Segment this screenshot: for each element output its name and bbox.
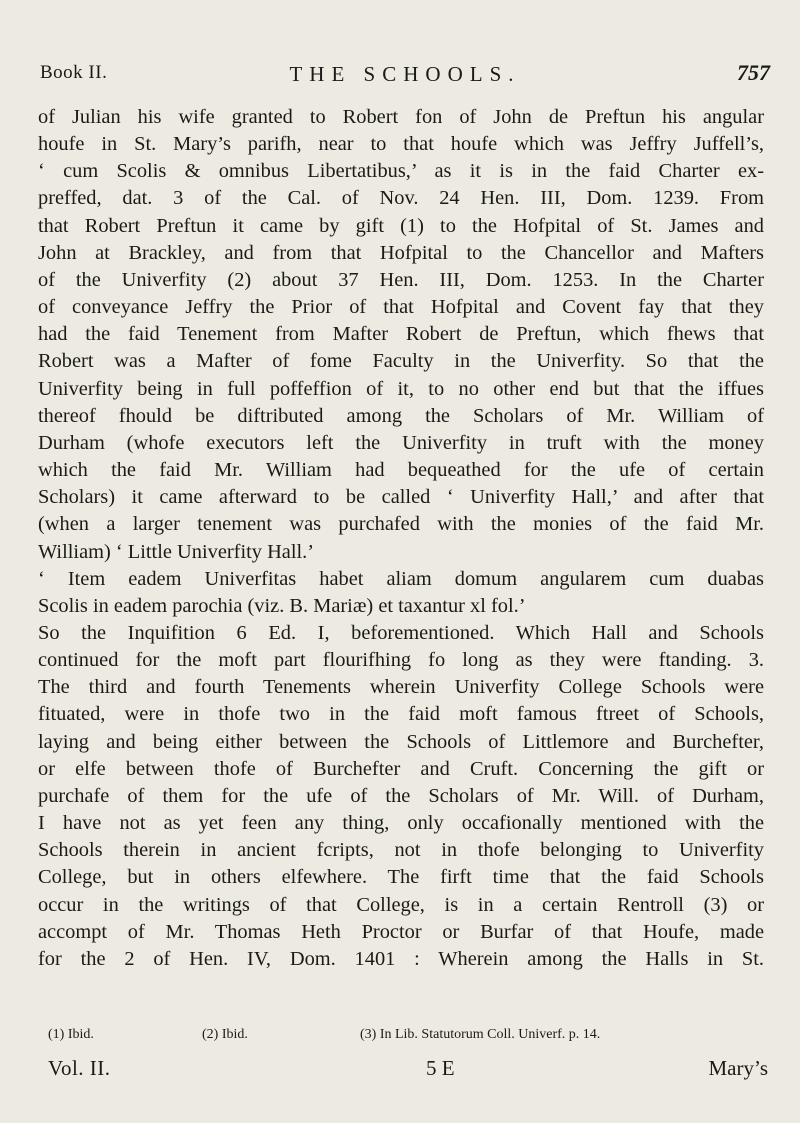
text-line: College, but in others elfewhere. The firft time that the faid Schools [38, 866, 764, 889]
text-line: Robert was a Mafter of fome Faculty in the Univerfity. So that the [38, 350, 764, 373]
text-line: Durham (whofe executors left the Univerfity in truft with the money [38, 431, 764, 454]
body-text [38, 104, 764, 973]
footnote-1: (1) Ibid. [48, 1027, 94, 1042]
text-line: preffed, dat. 3 of the Cal. of Nov. 24 Hen. III, Dom. 1239. From [38, 187, 764, 210]
text-line: The third and fourth Tenements wherein Univerfity College Schools were [38, 676, 764, 699]
text-line: thereof fhould be diftributed among the Scholars of Mr. William of [38, 404, 764, 427]
text-line: purchafe of them for the ufe of the Scholars of Mr. Will. of Durham, [38, 784, 764, 807]
text-line: of Julian his wife granted to Robert fon of John de Preftun his angular [38, 106, 764, 128]
text-line: of the Univerfity (2) about 37 Hen. III, Dom. 1253. In the Charter [38, 268, 764, 291]
text-line: that Robert Preftun it came by gift (1) to the Hofpital of St. James and [38, 214, 764, 237]
text-line: occur in the writings of that College, is in a certain Rentroll (3) or [38, 893, 764, 916]
text-line: (when a larger tenement was purchafed with the monies of the faid Mr. [38, 513, 764, 536]
footnote-3: (3) In Lib. Statutorum Coll. Univerf. p. 14. [360, 1027, 601, 1042]
running-header [40, 62, 770, 92]
text-line: laying and being either between the Schools of Littlemore and Burchefter, [38, 730, 764, 753]
page-footer [48, 1056, 768, 1086]
text-line: accompt of Mr. Thomas Heth Proctor or Burfar of that Houfe, made [38, 920, 764, 943]
signature-mark: 5 E [426, 1056, 455, 1080]
text-line: Scolis in eadem parochia (viz. B. Mariæ) et taxantur xl fol.’ [38, 594, 526, 617]
text-line: of conveyance Jeffry the Prior of that Hofpital and Covent fay that they [38, 296, 764, 319]
text-line: which the faid Mr. William had bequeathed for the ufe of certain [38, 459, 764, 482]
text-line: houfe in St. Mary’s parifh, near to that houfe which was Jeffry Juffell’s, [38, 133, 764, 156]
text-line: Univerfity being in full poffeffion of it, to no other end but that the iffues [38, 377, 764, 400]
text-line: Schools therein in ancient fcripts, not in thofe belonging to Univerfity [38, 839, 764, 862]
text-line: continued for the moft part flourifhing fo long as they were ftanding. 3. [38, 649, 764, 672]
text-line: I have not as yet feen any thing, only occafionally mentioned with the [38, 812, 764, 835]
running-title: THE SCHOOLS. [289, 62, 521, 86]
text-line: Scholars) it came afterward to be called ‘ Univerfity Hall,’ and after that [38, 486, 764, 509]
text-line: for the 2 of Hen. IV, Dom. 1401 : Wherein among the Halls in St. [38, 947, 764, 970]
catchword: Mary’s [708, 1056, 768, 1080]
text-line: So the Inquifition 6 Ed. I, beforementioned. Which Hall and Schools [38, 621, 764, 644]
text-line: fituated, were in thofe two in the faid moft famous ftreet of Schools, [38, 703, 764, 726]
text-line: ‘ Item eadem Univerfitas habet aliam domum angularem cum duabas [38, 567, 764, 590]
footnote-2: (2) Ibid. [202, 1027, 248, 1042]
volume-label: Vol. II. [48, 1056, 111, 1080]
page-number: 757 [737, 60, 770, 85]
text-line: or elfe between thofe of Burchefter and Cruft. Concerning the gift or [38, 757, 764, 780]
book-label: Book II. [40, 62, 108, 83]
text-line: William) ‘ Little Univerfity Hall.’ [38, 540, 315, 563]
text-line: had the faid Tenement from Mafter Robert de Preftun, which fhews that [38, 323, 764, 346]
text-line: ‘ cum Scolis & omnibus Libertatibus,’ as it is in the faid Charter ex- [38, 160, 764, 183]
text-line: John at Brackley, and from that Hofpital to the Chancellor and Mafters [38, 241, 764, 264]
